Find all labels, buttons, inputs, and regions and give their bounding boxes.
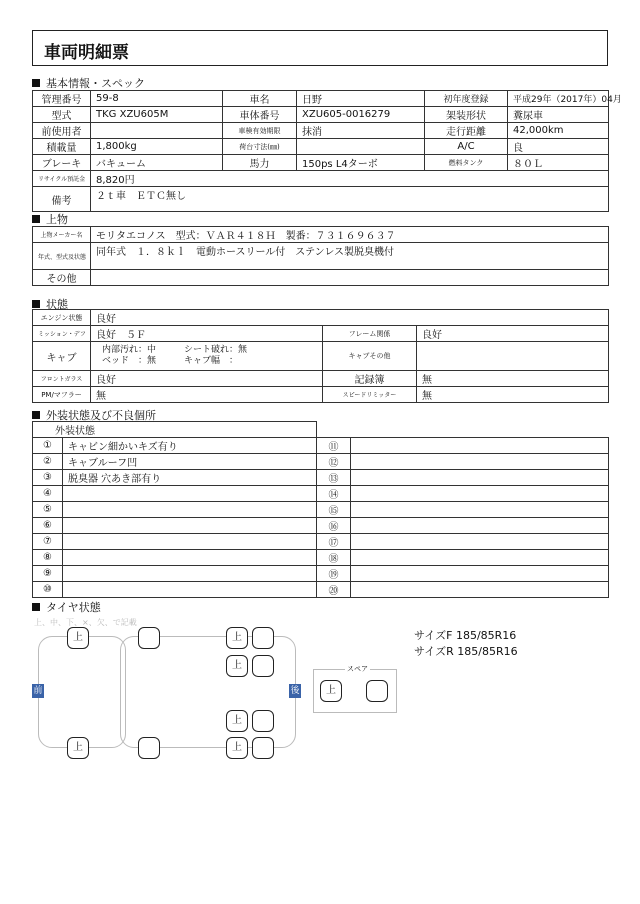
value-body-type: 糞尿車 xyxy=(508,107,609,123)
label-muffler: PM/マフラー xyxy=(33,387,91,403)
value-model: TKG XZU605M xyxy=(91,107,223,123)
label-inspection: 車検有効期限 xyxy=(223,123,297,139)
square-bullet-icon xyxy=(32,300,40,308)
exterior-item-number: ⑨ xyxy=(33,566,63,582)
exterior-table xyxy=(32,421,609,598)
label-year: 年式、型式及状態 xyxy=(33,243,91,270)
front-label: 前 xyxy=(33,686,43,696)
table-row xyxy=(33,387,609,403)
cab-frame xyxy=(38,636,126,748)
exterior-item-number: ⑩ xyxy=(33,582,63,598)
title-box xyxy=(32,30,608,66)
exterior-header: 外装状態 xyxy=(33,422,317,438)
label-record: 記録簿 xyxy=(323,371,417,387)
exterior-item-number: ⑤ xyxy=(33,502,63,518)
label-cab-other: キャブその他 xyxy=(323,342,417,371)
table-row xyxy=(33,486,609,502)
label-mileage: 走行距離 xyxy=(425,123,508,139)
exterior-item-text xyxy=(63,518,317,534)
table-row xyxy=(33,171,609,187)
table-row xyxy=(33,502,609,518)
value-mission: 良好 ５Ｆ xyxy=(91,326,323,342)
cab-bed-label: ベッド ： xyxy=(102,356,148,366)
tire-rear-left-mid[interactable]: 上 xyxy=(226,655,248,677)
section-basic-title: 基本情報・スペック xyxy=(46,77,145,90)
tire-rear-right-mid-2[interactable] xyxy=(252,710,274,732)
exterior-item-text xyxy=(351,550,609,566)
label-mission: ミッション・デフ xyxy=(33,326,91,342)
exterior-item-text xyxy=(351,470,609,486)
label-limiter: スピードリミッター xyxy=(323,387,417,403)
section-basic xyxy=(32,75,145,91)
tire-mid-right[interactable] xyxy=(138,737,160,759)
table-row xyxy=(33,227,609,243)
table-row xyxy=(33,518,609,534)
exterior-item-number: ③ xyxy=(33,470,63,486)
value-car-name: 日野 xyxy=(297,91,425,107)
value-limiter: 無 xyxy=(417,387,609,403)
tire-spare-2[interactable] xyxy=(366,680,388,702)
label-body-type: 架装形状 xyxy=(425,107,508,123)
cab-seat-label: シート破れ： xyxy=(184,345,239,355)
label-engine: エンジン状態 xyxy=(33,310,91,326)
value-capacity: 1,800kg xyxy=(91,139,223,155)
table-row xyxy=(33,243,609,270)
exterior-item-number: ⑪ xyxy=(317,438,351,454)
exterior-item-text xyxy=(63,550,317,566)
cab-seat-value: 無 xyxy=(238,345,248,355)
value-brake: バキューム xyxy=(91,155,223,171)
exterior-item-text xyxy=(351,566,609,582)
exterior-item-text xyxy=(63,566,317,582)
table-row xyxy=(33,371,609,387)
exterior-item-number: ⑧ xyxy=(33,550,63,566)
value-first-reg: 平成29年（2017年）04月 xyxy=(508,91,609,107)
table-row xyxy=(33,566,609,582)
table-row xyxy=(33,550,609,566)
value-engine: 良好 xyxy=(91,310,609,326)
exterior-item-text: キャビン細かいキズ有り xyxy=(63,438,317,454)
section-exterior-title: 外装状態及び不良個所 xyxy=(46,409,156,422)
table-row xyxy=(33,123,609,139)
exterior-item-text xyxy=(351,438,609,454)
square-bullet-icon xyxy=(32,79,40,87)
tire-rear-left-outer[interactable]: 上 xyxy=(226,627,248,649)
value-power: 150ps L4ターボ xyxy=(297,155,425,171)
value-remarks: ２ｔ車 ＥＴＣ無し xyxy=(91,187,609,212)
exterior-item-number: ⑭ xyxy=(317,486,351,502)
value-glass: 良好 xyxy=(91,371,323,387)
label-cab: キャブ xyxy=(33,342,91,371)
cab-width-label: キャブ幅 ： xyxy=(184,356,239,366)
exterior-item-number: ⑯ xyxy=(317,518,351,534)
table-row xyxy=(33,582,609,598)
exterior-item-text xyxy=(63,486,317,502)
exterior-item-number: ⑱ xyxy=(317,550,351,566)
exterior-item-text xyxy=(351,502,609,518)
exterior-item-text xyxy=(351,454,609,470)
value-year: 同年式 １．８ｋｌ 電動ホースリール付 ステンレス製脱臭機付 xyxy=(91,243,609,270)
table-row xyxy=(33,91,609,107)
label-maker: 上物メーカー名 xyxy=(33,227,91,243)
exterior-item-text xyxy=(351,486,609,502)
table-row xyxy=(33,107,609,123)
tire-rear-right-outer-2[interactable] xyxy=(252,737,274,759)
page-title: 車両明細票 xyxy=(44,43,129,63)
body-table xyxy=(32,226,609,286)
value-cab xyxy=(91,342,323,371)
square-bullet-icon xyxy=(32,603,40,611)
value-cab-other xyxy=(417,342,609,371)
tire-front-left[interactable]: 上 xyxy=(67,627,89,649)
exterior-item-number: ⑥ xyxy=(33,518,63,534)
label-deck: 荷台寸法(㎜) xyxy=(223,139,297,155)
tire-rear-left-mid-2[interactable] xyxy=(252,655,274,677)
exterior-item-number: ⑮ xyxy=(317,502,351,518)
tire-mid-left[interactable] xyxy=(138,627,160,649)
exterior-item-number: ⑦ xyxy=(33,534,63,550)
value-mileage: 42,000km xyxy=(508,123,609,139)
label-frame: フレーム関係 xyxy=(323,326,417,342)
section-tire-title: タイヤ状態 xyxy=(46,601,101,614)
exterior-item-text xyxy=(63,534,317,550)
section-body-title: 上物 xyxy=(46,213,68,226)
label-prev-user: 前使用者 xyxy=(33,123,91,139)
value-muffler: 無 xyxy=(91,387,323,403)
exterior-item-number: ⑳ xyxy=(317,582,351,598)
value-fuel: ８０Ｌ xyxy=(508,155,609,171)
tire-rear-right-outer[interactable]: 上 xyxy=(226,737,248,759)
value-ac: 良 xyxy=(508,139,609,155)
section-condition-title: 状態 xyxy=(46,298,68,311)
tire-rear-left-outer-2[interactable] xyxy=(252,627,274,649)
table-row xyxy=(33,270,609,286)
label-first-reg: 初年度登録 xyxy=(425,91,508,107)
exterior-item-text xyxy=(351,534,609,550)
table-row xyxy=(33,438,609,454)
basic-table xyxy=(32,90,622,212)
exterior-item-text xyxy=(351,518,609,534)
square-bullet-icon xyxy=(32,215,40,223)
value-deck xyxy=(297,139,425,155)
spare-label: スペア xyxy=(347,665,368,673)
table-row xyxy=(33,139,609,155)
exterior-item-number: ② xyxy=(33,454,63,470)
value-frame: 良好 xyxy=(417,326,609,342)
table-row xyxy=(33,155,609,171)
exterior-item-number: ① xyxy=(33,438,63,454)
exterior-item-text xyxy=(351,582,609,598)
value-inspection: 抹消 xyxy=(297,123,425,139)
exterior-item-text xyxy=(63,502,317,518)
label-brake: ブレーキ xyxy=(33,155,91,171)
exterior-item-text: 脱臭器 穴あき部有り xyxy=(63,470,317,486)
label-capacity: 積載量 xyxy=(33,139,91,155)
table-row xyxy=(33,187,609,212)
label-mgmt-no: 管理番号 xyxy=(33,91,91,107)
table-row xyxy=(33,342,609,371)
label-fuel: 燃料タンク xyxy=(425,155,508,171)
label-recycle: リサイクル預託金 xyxy=(33,171,91,187)
tire-size-front: サイズF 185/85R16 xyxy=(414,629,517,642)
cab-dirt-label: 内部汚れ： xyxy=(102,345,148,355)
value-recycle: 8,820円 xyxy=(91,171,609,187)
value-maker: モリタエコノス 型式：ＶＡＲ４１８Ｈ 製番：７３１６９６３７ xyxy=(91,227,609,243)
label-ac: A/C xyxy=(425,139,508,155)
cab-bed-value: 無 xyxy=(147,356,157,366)
rear-label: 後 xyxy=(290,686,300,696)
value-other xyxy=(91,270,609,286)
label-model: 型式 xyxy=(33,107,91,123)
section-body xyxy=(32,211,68,227)
value-record: 無 xyxy=(417,371,609,387)
square-bullet-icon xyxy=(32,411,40,419)
label-chassis: 車体番号 xyxy=(223,107,297,123)
value-mgmt-no: 59-8 xyxy=(91,91,223,107)
label-remarks: 備考 xyxy=(33,187,91,212)
table-row xyxy=(33,534,609,550)
value-prev-user xyxy=(91,123,223,139)
condition-table xyxy=(32,309,609,403)
tire-rear-right-mid[interactable]: 上 xyxy=(226,710,248,732)
table-row xyxy=(33,454,609,470)
label-power: 馬力 xyxy=(223,155,297,171)
tire-spare-1[interactable]: 上 xyxy=(320,680,342,702)
exterior-item-text: キャブルーフ凹 xyxy=(63,454,317,470)
value-chassis: XZU605-0016279 xyxy=(297,107,425,123)
tire-front-right[interactable]: 上 xyxy=(67,737,89,759)
table-row xyxy=(33,326,609,342)
table-row xyxy=(33,310,609,326)
tire-hint: 上、中、下、×、欠、で記載 xyxy=(34,618,137,627)
cab-dirt-value: 中 xyxy=(147,345,157,355)
exterior-item-number: ④ xyxy=(33,486,63,502)
exterior-item-number: ⑰ xyxy=(317,534,351,550)
exterior-item-number: ⑲ xyxy=(317,566,351,582)
exterior-item-number: ⑫ xyxy=(317,454,351,470)
label-car-name: 車名 xyxy=(223,91,297,107)
tire-size-rear: サイズR 185/85R16 xyxy=(414,645,518,658)
section-tire xyxy=(32,599,101,615)
label-other: その他 xyxy=(33,270,91,286)
exterior-item-text xyxy=(63,582,317,598)
table-row xyxy=(33,470,609,486)
table-row xyxy=(33,422,609,438)
exterior-item-number: ⑬ xyxy=(317,470,351,486)
label-glass: フロントガラス xyxy=(33,371,91,387)
